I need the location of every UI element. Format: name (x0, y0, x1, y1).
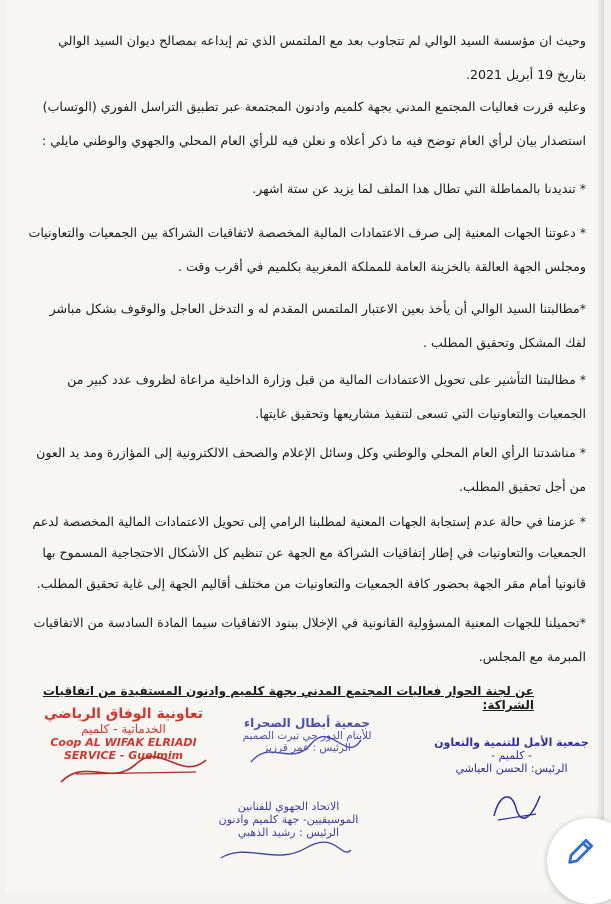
pencil-icon (564, 834, 598, 868)
signatures-heading: عن لجنة الحوار فعاليات المجتمع المدني بجهة كلميم وادنون المستفيدة من اتفاقيات الشراكة: (42, 684, 534, 712)
bullet-item: * دعوتنا الجهات المعنية إلى صرف الاعتمادات المالية المخصصة لاتفاقيات الشراكة بين الجمعيات والتعاونيات ومجلس الجهة العالقة بالخزينة العامة للمملكة المغربية بكلميم في أقرب وقت . (28, 225, 586, 274)
stamp-line: الموسيقيين- جهة كلميم وادنون (218, 813, 359, 826)
bullet-item: * عزمنا في حالة عدم إستجابة الجهات المعنية لمطلبنا الرامي إلى تحويل الاعتمادات المالية المخصصة لدعم الجمعيات والتعاونيات في إطار إتفاقيات الشراكة مع الجهة عن تنظيم كل الأشكال الاحتجاجية المسموح بها قانونيا أمام مقر الجهة بحضور كافة الجمعيات والتعاونيات من مختلف أقاليم الجهة إلى غاية تحقيق المطلب. (32, 514, 586, 591)
stamp-line: - كلميم - (491, 749, 532, 762)
bullet-item: * تنديدنا بالمماطلة التي تطال هدا الملف لما يزيد عن ستة اشهر. (252, 181, 586, 196)
paragraph-intro: وحيث ان مؤسسة السيد الوالي لم تتجاوب بعد مع الملتمس الذي تم إيداعه بمصالح ديوان السيد الوالي بتاريخ 19 أبريل 2021. (58, 33, 586, 82)
bullet-item: * مطالبتنا التأشير على تحويل الاعتمادات المالية من قبل وزارة الداخلية مراعاة لظروف عدد كبير من الجمعيات والتعاونيات التي تسعى لتنفيذ مشاريعها وتحقيق غايتها. (67, 372, 586, 421)
stamp-line: الخدماتية - كلميم (81, 722, 166, 736)
signature-scribble-middle (246, 734, 366, 770)
stamp-line: للأيتام الدور حي تيرت الصميم (242, 730, 372, 742)
stamp-line: الرئيس : عمر قرزيز (263, 742, 351, 754)
paragraph-decision: وعليه قررت فعاليات المجتمع المدني بجهة كلميم وادنون المجتمعة عبر تطبيق التراسل الفوري (الوتساب) استصدار بيان لرأي العام توضح فيه ما ذكر أعلاه و نعلن فيه للرأي العام المحلي والجهوي والوطني مايلي : (42, 99, 586, 148)
signature-scribble-left (56, 752, 216, 792)
stamp-line: Coop AL WIFAK ELRIADI (50, 736, 197, 749)
stamp-regional-union (206, 800, 371, 839)
stamp-line: جمعية أبطال الصحراء (243, 716, 371, 730)
stamp-line: الرئيس: الحسن العياشي (455, 762, 568, 775)
bullet-item: *تحميلنا للجهات المعنية المسؤولية القانونية في الإخلال ببنود الاتفاقيات سيما المادة السادسة من الاتفاقيات المبرمة مع المجلس. (33, 615, 586, 664)
stamp-line: الاتحاد الجهوي للفنانين (237, 800, 340, 813)
bullet-item: * مناشدتنا الرأي العام المحلي والوطني وكل وسائل الإعلام والصحف الالكترونية إلى المؤازرة ومد يد العون من أجل تحقيق المطلب. (36, 445, 586, 494)
bullet-item: *مطالبتنا السيد الوالي أن يأخذ بعين الاعتبار الملتمس المقدم له و التدخل العاجل والوقوف بشكل مباشر لفك المشكل وتحقيق المطلب . (49, 301, 586, 350)
document-sheet (6, 0, 604, 891)
stamp-line: SERVICE - Guelmim (63, 749, 184, 762)
stamp-line: تعاونية الوفاق الرياضي (43, 706, 204, 722)
stamp-association-amal (424, 736, 599, 775)
signature-scribble-bottom (216, 838, 356, 868)
page-edge-shadow (596, 0, 604, 891)
stamp-line: الرئيس : رشيد الذهبي (237, 826, 340, 839)
stamp-line: جمعية الأمل للتنمية والتعاون (434, 736, 589, 749)
signature-scribble-right (486, 786, 546, 826)
